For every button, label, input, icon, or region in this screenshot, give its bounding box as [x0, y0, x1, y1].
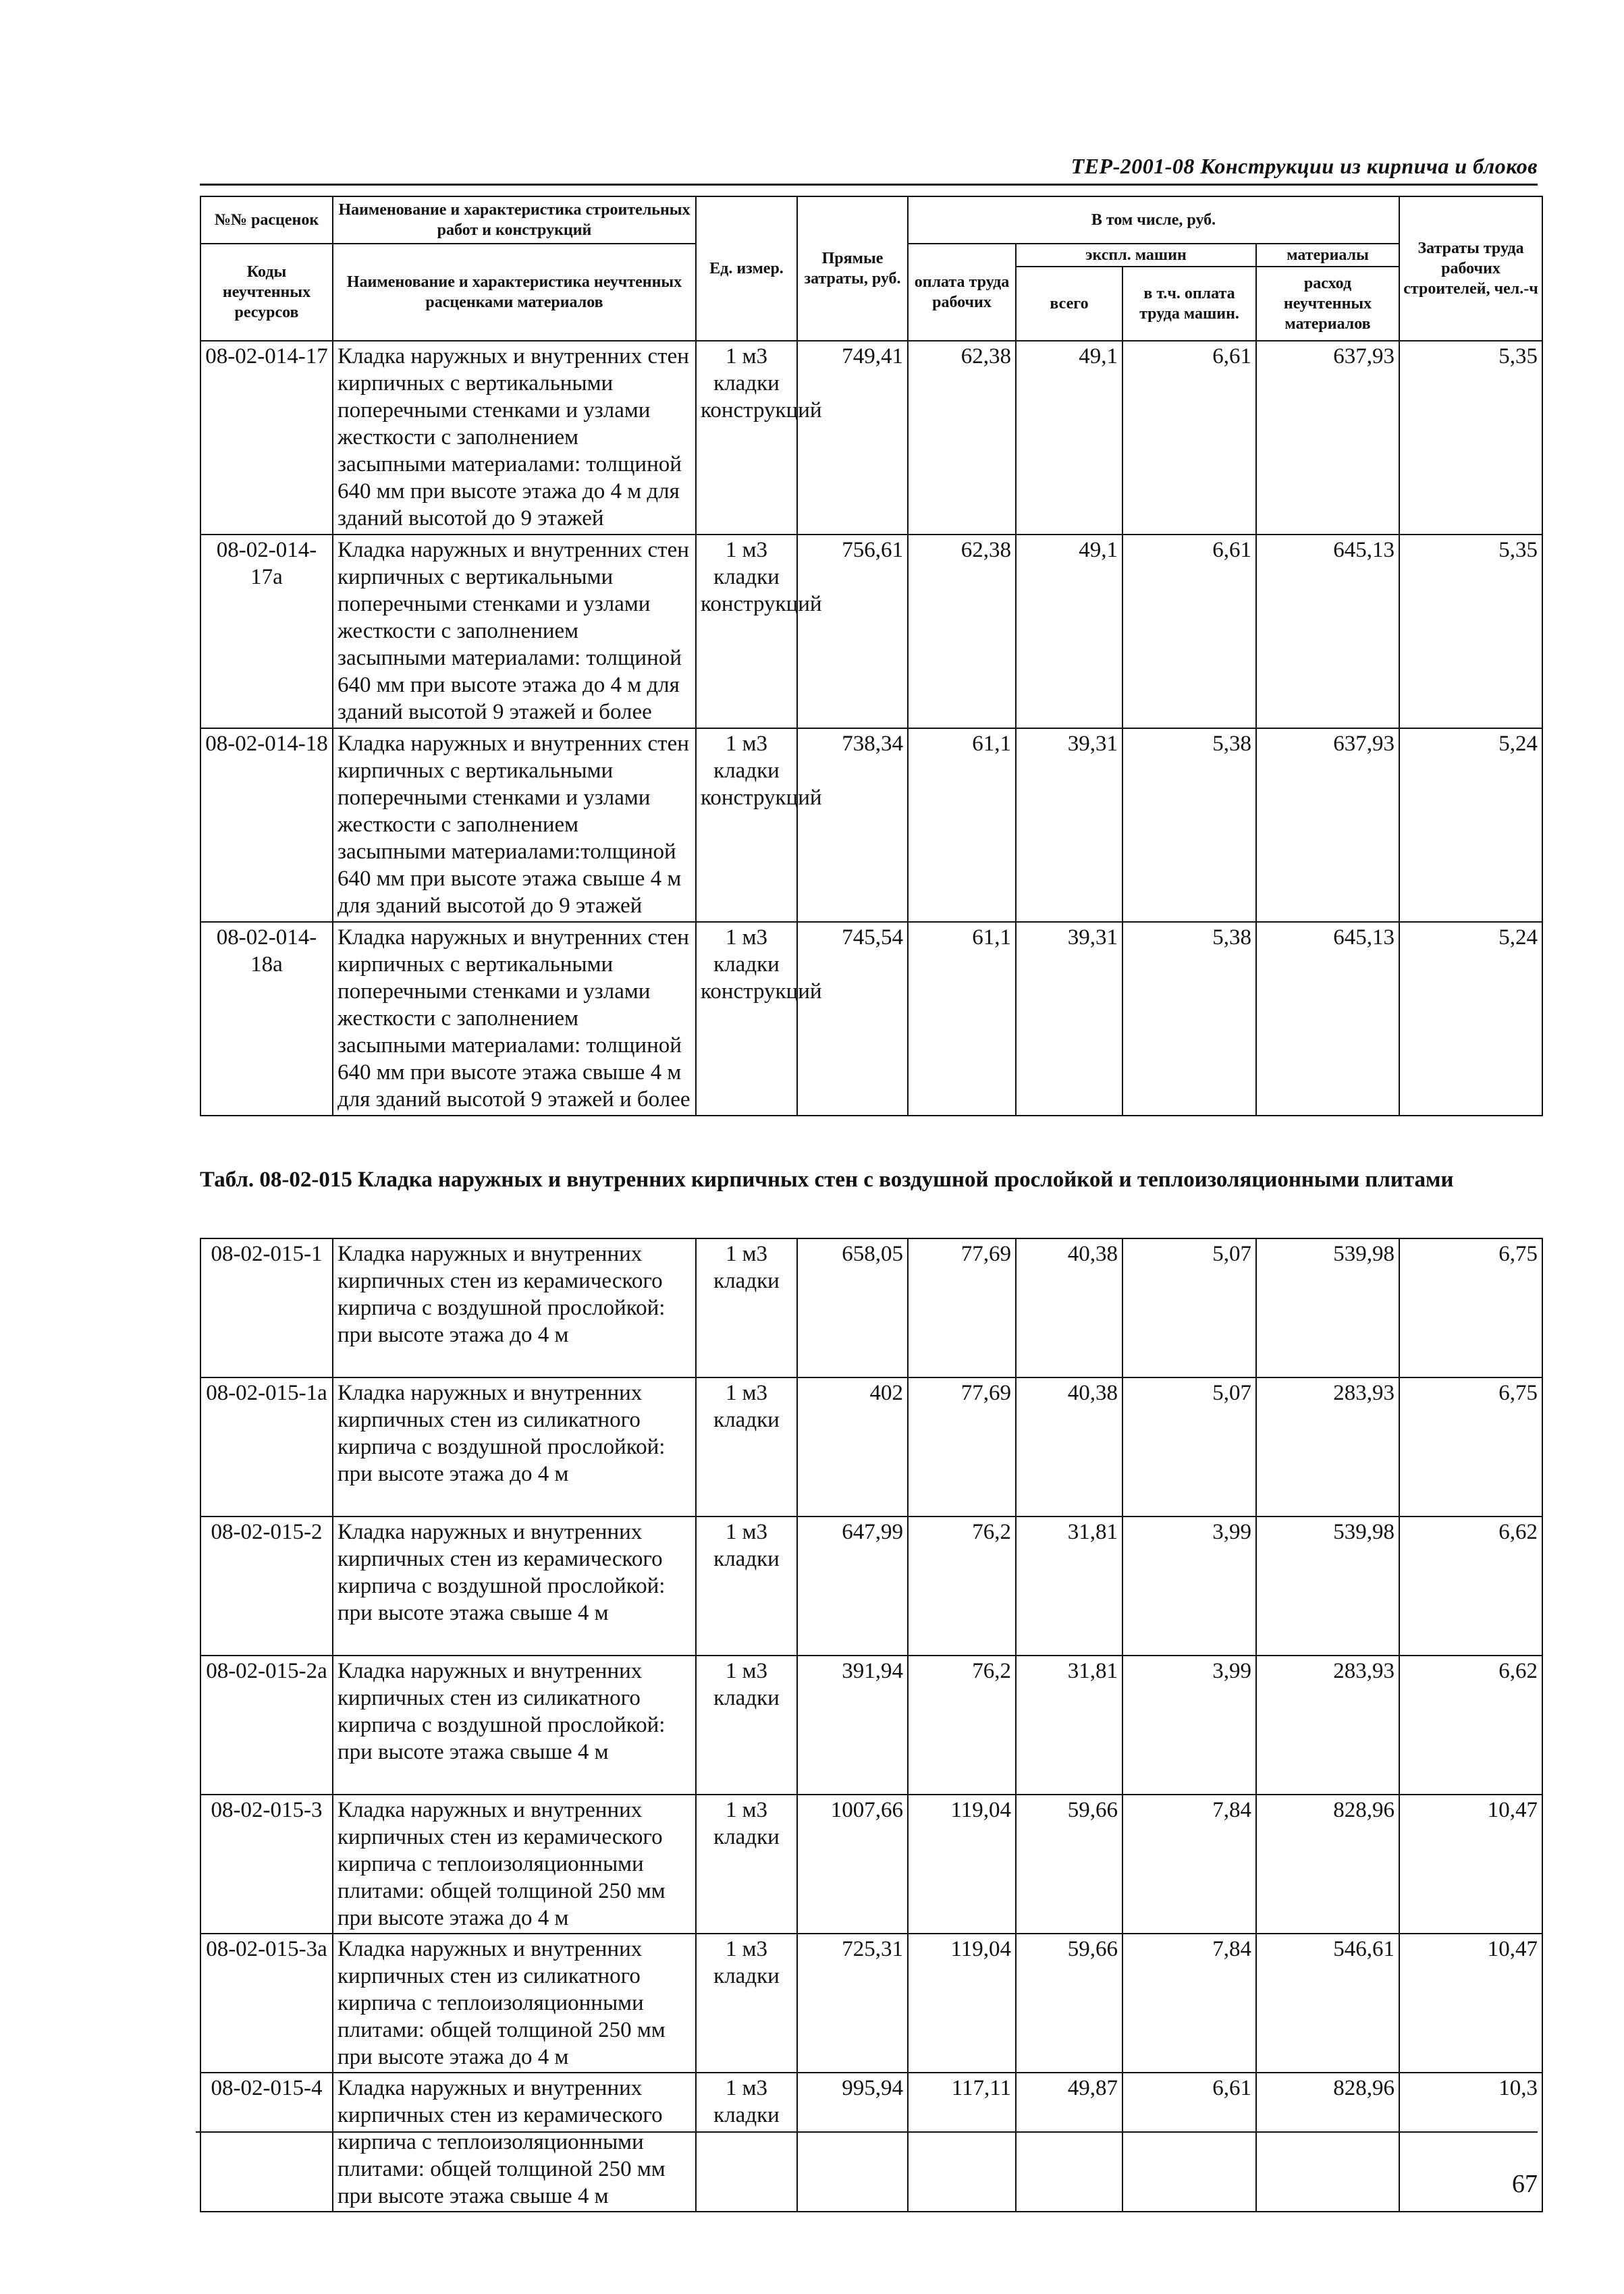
unit-cell: 1 м3 кладки [696, 1934, 797, 2073]
unit-cell: 1 м3 кладки [696, 1656, 797, 1795]
table-row [200, 2073, 1542, 2212]
col-header-machines-group: экспл. машин [1016, 244, 1256, 267]
table-row [200, 1517, 1542, 1656]
materials-cell: 283,93 [1256, 1656, 1399, 1795]
table-row [200, 1656, 1542, 1795]
machines-total-cell: 39,31 [1016, 922, 1122, 1116]
direct-costs-cell: 391,94 [797, 1656, 908, 1795]
direct-costs-cell: 756,61 [797, 535, 908, 728]
machines-total-cell: 40,38 [1016, 1377, 1122, 1517]
direct-costs-cell: 658,05 [797, 1238, 908, 1377]
labor-hours-cell: 6,75 [1399, 1377, 1542, 1517]
work-description-cell: Кладка наружных и внутренних стен кирпичных с вертикальными поперечными стенками и узлами жесткости с заполнением засыпными материалами: толщиной 640 мм при высоте этажа до 4 м для зданий высотой до 9 этажей [333, 341, 696, 535]
work-description-cell: Кладка наружных и внутренних стен кирпичных с вертикальными поперечными стенками и узлами жесткости с заполнением засыпными материалами: толщиной 640 мм при высоте этажа свыше 4 м для зданий высотой 9 этажей и более [333, 922, 696, 1116]
col-header-resource-codes: Коды неучтенных ресурсов [200, 244, 333, 341]
unit-cell: 1 м3 кладки конструкций [696, 535, 797, 728]
materials-cell: 828,96 [1256, 1795, 1399, 1934]
rate-code-cell: 08-02-015-3 [200, 1795, 333, 1934]
labor-pay-cell: 117,11 [908, 2073, 1016, 2212]
labor-pay-cell: 76,2 [908, 1656, 1016, 1795]
materials-cell: 645,13 [1256, 535, 1399, 728]
labor-hours-cell: 6,62 [1399, 1517, 1542, 1656]
table-row [200, 728, 1542, 922]
machines-total-cell: 31,81 [1016, 1517, 1122, 1656]
machines-labor-cell: 7,84 [1122, 1934, 1256, 2073]
direct-costs-cell: 738,34 [797, 728, 908, 922]
work-description-cell: Кладка наружных и внутренних кирпичных стен из керамического кирпича с теплоизоляционными плитами: общей толщиной 250 мм при высоте этажа до 4 м [333, 1795, 696, 1934]
machines-total-cell: 31,81 [1016, 1656, 1122, 1795]
col-header-unit: Ед. измер. [696, 196, 797, 341]
rate-code-cell: 08-02-014-17 [200, 341, 333, 535]
footer-rule [196, 2131, 1538, 2133]
direct-costs-cell: 995,94 [797, 2073, 908, 2212]
machines-total-cell: 59,66 [1016, 1934, 1122, 2073]
materials-cell: 637,93 [1256, 341, 1399, 535]
machines-labor-cell: 6,61 [1122, 341, 1256, 535]
header-rule [200, 184, 1538, 186]
direct-costs-cell: 402 [797, 1377, 908, 1517]
machines-total-cell: 49,87 [1016, 2073, 1122, 2212]
labor-hours-cell: 5,35 [1399, 341, 1542, 535]
labor-pay-cell: 119,04 [908, 1934, 1016, 2073]
work-description-cell: Кладка наружных и внутренних стен кирпичных с вертикальными поперечными стенками и узлами жесткости с заполнением засыпными материалами:толщиной 640 мм при высоте этажа свыше 4 м для зданий высотой до 9 этажей [333, 728, 696, 922]
work-description-cell: Кладка наружных и внутренних кирпичных стен из керамического кирпича с теплоизоляционными плитами: общей толщиной 250 мм при высоте этажа свыше 4 м [333, 2073, 696, 2212]
labor-hours-cell: 10,47 [1399, 1795, 1542, 1934]
labor-hours-cell: 5,35 [1399, 535, 1542, 728]
unit-cell: 1 м3 кладки [696, 2073, 797, 2212]
materials-cell: 637,93 [1256, 728, 1399, 922]
machines-labor-cell: 6,61 [1122, 535, 1256, 728]
unit-cell: 1 м3 кладки [696, 1517, 797, 1656]
labor-pay-cell: 61,1 [908, 922, 1016, 1116]
unit-cell: 1 м3 кладки конструкций [696, 922, 797, 1116]
machines-labor-cell: 5,07 [1122, 1377, 1256, 1517]
unit-cell: 1 м3 кладки [696, 1377, 797, 1517]
materials-cell: 828,96 [1256, 2073, 1399, 2212]
col-header-including-group: В том числе, руб. [908, 196, 1399, 244]
labor-pay-cell: 62,38 [908, 341, 1016, 535]
materials-cell: 645,13 [1256, 922, 1399, 1116]
work-description-cell: Кладка наружных и внутренних кирпичных стен из силикатного кирпича с воздушной прослойкой: при высоте этажа до 4 м [333, 1377, 696, 1517]
rate-code-cell: 08-02-015-2 [200, 1517, 333, 1656]
machines-total-cell: 49,1 [1016, 341, 1122, 535]
materials-cell: 283,93 [1256, 1377, 1399, 1517]
col-header-machines-total: всего [1016, 267, 1122, 341]
unit-cell: 1 м3 кладки [696, 1238, 797, 1377]
machines-total-cell: 39,31 [1016, 728, 1122, 922]
direct-costs-cell: 749,41 [797, 341, 908, 535]
labor-hours-cell: 6,62 [1399, 1656, 1542, 1795]
direct-costs-cell: 1007,66 [797, 1795, 908, 1934]
machines-labor-cell: 3,99 [1122, 1656, 1256, 1795]
rates-table-015 [200, 1238, 1543, 2212]
machines-labor-cell: 5,38 [1122, 922, 1256, 1116]
rate-code-cell: 08-02-015-1 [200, 1238, 333, 1377]
machines-labor-cell: 5,07 [1122, 1238, 1256, 1377]
direct-costs-cell: 745,54 [797, 922, 908, 1116]
table-row [200, 1795, 1542, 1934]
table-row [200, 1377, 1542, 1517]
work-description-cell: Кладка наружных и внутренних кирпичных стен из силикатного кирпича с теплоизоляционными плитами: общей толщиной 250 мм при высоте этажа до 4 м [333, 1934, 696, 2073]
labor-pay-cell: 76,2 [908, 1517, 1016, 1656]
col-header-labor-pay: оплата труда рабочих [908, 244, 1016, 341]
col-header-work-name: Наименование и характеристика строительных работ и конструкций [333, 196, 696, 244]
unit-cell: 1 м3 кладки конструкций [696, 728, 797, 922]
labor-pay-cell: 77,69 [908, 1238, 1016, 1377]
labor-hours-cell: 6,75 [1399, 1238, 1542, 1377]
machines-total-cell: 59,66 [1016, 1795, 1122, 1934]
table-row [200, 922, 1542, 1116]
materials-cell: 546,61 [1256, 1934, 1399, 2073]
col-header-machines-labor: в т.ч. оплата труда машин. [1122, 267, 1256, 341]
col-header-labor-hours: Затраты труда рабочих строителей, чел.-ч [1399, 196, 1542, 341]
rate-code-cell: 08-02-014-18а [200, 922, 333, 1116]
rate-code-cell: 08-02-015-1а [200, 1377, 333, 1517]
machines-labor-cell: 6,61 [1122, 2073, 1256, 2212]
machines-total-cell: 40,38 [1016, 1238, 1122, 1377]
direct-costs-cell: 647,99 [797, 1517, 908, 1656]
work-description-cell: Кладка наружных и внутренних кирпичных стен из керамического кирпича с воздушной прослойкой: при высоте этажа до 4 м [333, 1238, 696, 1377]
rate-code-cell: 08-02-014-17а [200, 535, 333, 728]
labor-hours-cell: 10,3 [1399, 2073, 1542, 2212]
work-description-cell: Кладка наружных и внутренних кирпичных стен из керамического кирпича с воздушной прослойкой: при высоте этажа свыше 4 м [333, 1517, 696, 1656]
materials-cell: 539,98 [1256, 1238, 1399, 1377]
rates-table-014 [200, 196, 1543, 1116]
col-header-materials-consumption: расход неучтенных материалов [1256, 267, 1399, 341]
machines-labor-cell: 7,84 [1122, 1795, 1256, 1934]
table-row [200, 341, 1542, 535]
work-description-cell: Кладка наружных и внутренних стен кирпичных с вертикальными поперечными стенками и узлами жесткости с заполнением засыпными материалами: толщиной 640 мм при высоте этажа до 4 м для зданий высотой 9 этажей и более [333, 535, 696, 728]
labor-hours-cell: 10,47 [1399, 1934, 1542, 2073]
labor-pay-cell: 119,04 [908, 1795, 1016, 1934]
direct-costs-cell: 725,31 [797, 1934, 908, 2073]
unit-cell: 1 м3 кладки [696, 1795, 797, 1934]
labor-pay-cell: 77,69 [908, 1377, 1016, 1517]
table-row [200, 535, 1542, 728]
rate-code-cell: 08-02-015-3а [200, 1934, 333, 2073]
table-row [200, 1238, 1542, 1377]
table-row [200, 1934, 1542, 2073]
labor-hours-cell: 5,24 [1399, 922, 1542, 1116]
section-title: Табл. 08-02-015 Кладка наружных и внутренних кирпичных стен с воздушной прослойкой и теплоизоляционными плитами [200, 1168, 1454, 1192]
labor-pay-cell: 61,1 [908, 728, 1016, 922]
machines-labor-cell: 5,38 [1122, 728, 1256, 922]
col-header-direct-costs: Прямые затраты, руб. [797, 196, 908, 341]
col-header-materials-name: Наименование и характеристика неучтенных расценками материалов [333, 244, 696, 341]
machines-total-cell: 49,1 [1016, 535, 1122, 728]
rate-code-cell: 08-02-015-4 [200, 2073, 333, 2212]
col-header-materials-group: материалы [1256, 244, 1399, 267]
materials-cell: 539,98 [1256, 1517, 1399, 1656]
labor-hours-cell: 5,24 [1399, 728, 1542, 922]
page-number: 67 [1512, 2170, 1538, 2198]
unit-cell: 1 м3 кладки конструкций [696, 341, 797, 535]
machines-labor-cell: 3,99 [1122, 1517, 1256, 1656]
rate-code-cell: 08-02-015-2а [200, 1656, 333, 1795]
col-header-rate-number: №№ расценок [200, 196, 333, 244]
work-description-cell: Кладка наружных и внутренних кирпичных стен из силикатного кирпича с воздушной прослойкой: при высоте этажа свыше 4 м [333, 1656, 696, 1795]
running-header: ТЕР-2001-08 Конструкции из кирпича и блоков [1071, 154, 1538, 178]
labor-pay-cell: 62,38 [908, 535, 1016, 728]
rate-code-cell: 08-02-014-18 [200, 728, 333, 922]
